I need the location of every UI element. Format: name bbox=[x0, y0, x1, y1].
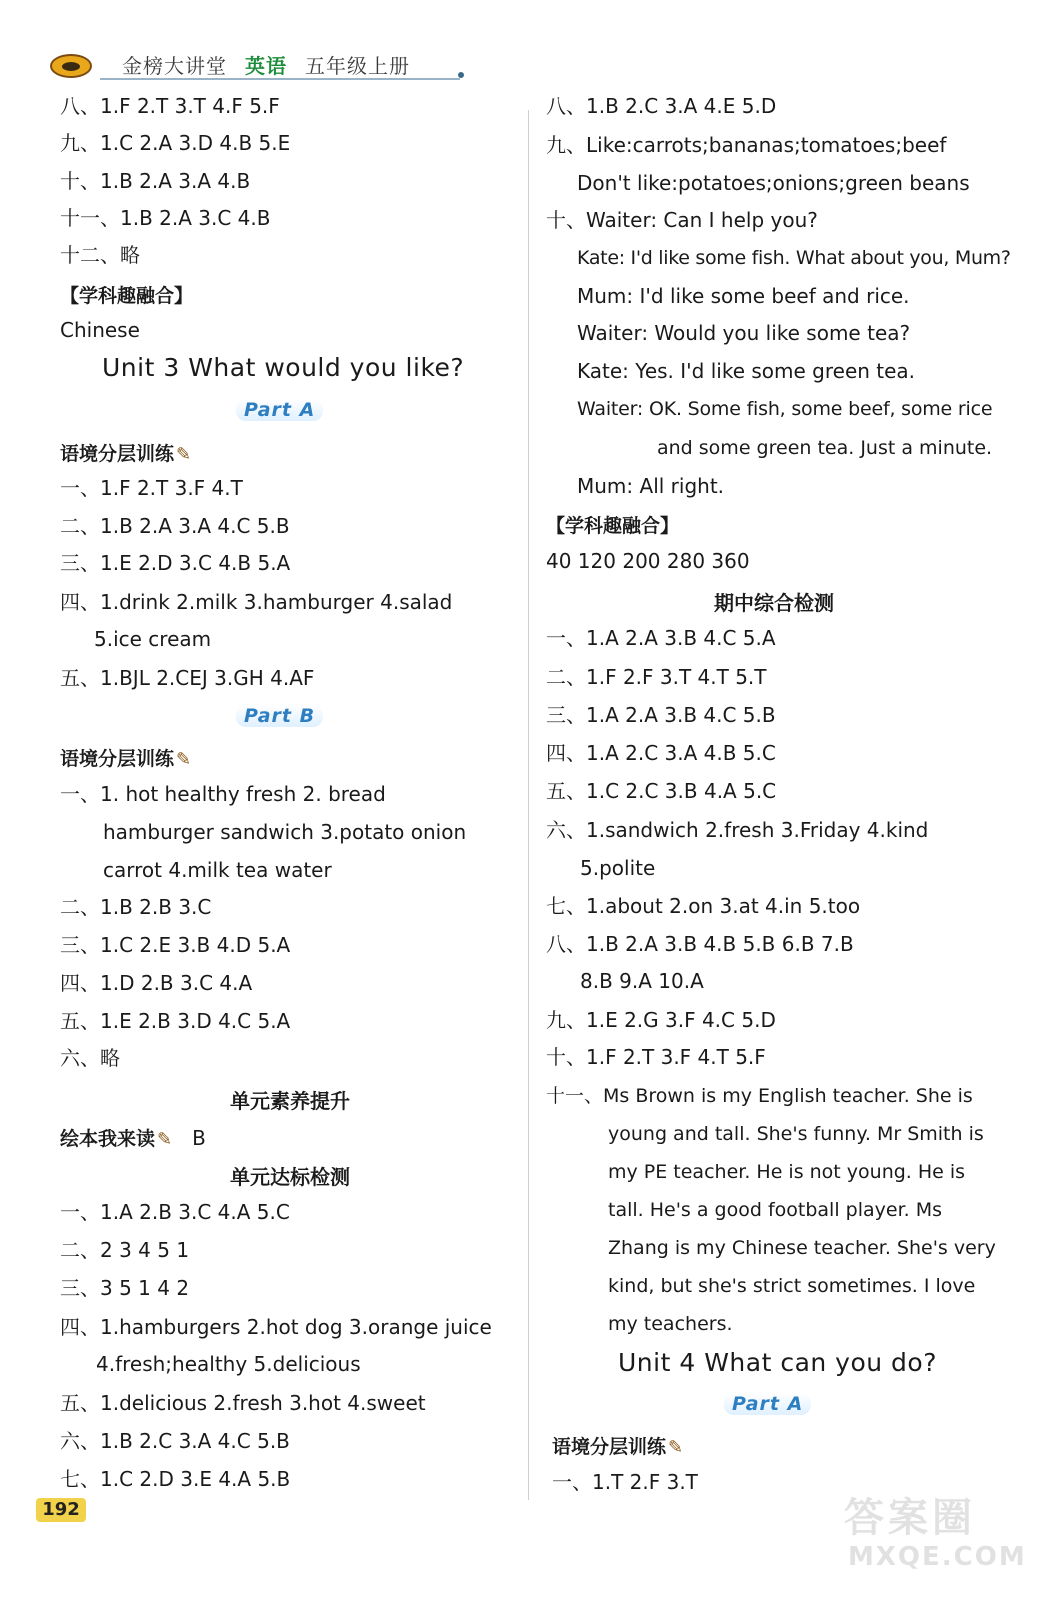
header-underline bbox=[100, 78, 460, 80]
section-label-practice bbox=[552, 1432, 683, 1459]
answer-line: Chinese bbox=[60, 318, 140, 342]
watermark-url: MXQE.COM bbox=[848, 1542, 1027, 1572]
answer-line: 九、Like:carrots;bananas;tomatoes;beef bbox=[546, 133, 947, 157]
answer-line: carrot 4.milk tea water bbox=[103, 858, 332, 882]
answer-line: 十、1.B 2.A 3.A 4.B bbox=[60, 169, 251, 193]
section-label-subject-fusion: 【学科趣融合】 bbox=[60, 285, 194, 307]
column-divider bbox=[528, 110, 529, 1500]
part-a-badge: Part A bbox=[236, 399, 323, 421]
answer-line: tall. He's a good football player. Ms bbox=[608, 1199, 943, 1221]
answer-line: Zhang is my Chinese teacher. She's very bbox=[608, 1237, 996, 1259]
section-label-picture-book bbox=[60, 1124, 206, 1151]
answer-line: 四、1.D 2.B 3.C 4.A bbox=[60, 971, 253, 995]
answer-line: 十二、略 bbox=[60, 243, 140, 267]
answer-line: 八、1.B 2.C 3.A 4.E 5.D bbox=[546, 94, 777, 118]
answer-line: 七、1.C 2.D 3.E 4.A 5.B bbox=[60, 1467, 291, 1491]
answer-line: 四、1.A 2.C 3.A 4.B 5.C bbox=[546, 741, 776, 765]
section-heading: 单元素养提升 bbox=[230, 1089, 350, 1113]
watermark-text: 答案圈 bbox=[844, 1495, 976, 1541]
answer-line: kind, but she's strict sometimes. I love bbox=[608, 1275, 976, 1297]
section-label-practice bbox=[60, 439, 191, 466]
answer-line: Kate: Yes. I'd like some green tea. bbox=[577, 359, 916, 383]
unit-title: Unit 4 What can you do? bbox=[618, 1348, 937, 1377]
unit-title: Unit 3 What would you like? bbox=[102, 353, 465, 382]
answer-line: 一、1. hot healthy fresh 2. bread bbox=[60, 782, 386, 806]
answer-line: 十、Waiter: Can I help you? bbox=[546, 208, 818, 232]
header-title bbox=[122, 50, 410, 79]
pencil-icon: ✎ bbox=[157, 1129, 173, 1150]
answer-line: 八、1.B 2.A 3.B 4.B 5.B 6.B 7.B bbox=[546, 932, 854, 956]
answer-line: 二、2 3 4 5 1 bbox=[60, 1238, 190, 1262]
answer-line: 5.ice cream bbox=[94, 627, 212, 651]
answer-line: 八、1.F 2.T 3.T 4.F 5.F bbox=[60, 94, 280, 118]
answer-line: my teachers. bbox=[608, 1313, 733, 1335]
answer-line: 五、1.BJL 2.CEJ 3.GH 4.AF bbox=[60, 666, 315, 690]
answer-line: 七、1.about 2.on 3.at 4.in 5.too bbox=[546, 894, 861, 918]
section-heading: 单元达标检测 bbox=[230, 1165, 350, 1189]
answer-line: 六、略 bbox=[60, 1046, 120, 1070]
answer-line: 二、1.F 2.F 3.T 4.T 5.T bbox=[546, 665, 767, 689]
section-label-text: 语境分层训练 bbox=[60, 748, 175, 770]
section-label-practice bbox=[60, 744, 191, 771]
pencil-icon: ✎ bbox=[668, 1437, 684, 1458]
answer-line: 十一、1.B 2.A 3.C 4.B bbox=[60, 206, 271, 230]
header-subject: 英语 bbox=[245, 54, 287, 78]
answer-line: 40 120 200 280 360 bbox=[546, 549, 750, 573]
watermark bbox=[840, 1486, 1027, 1586]
answer-line: 4.fresh;healthy 5.delicious bbox=[96, 1352, 361, 1376]
answer-line: 一、1.A 2.A 3.B 4.C 5.A bbox=[546, 626, 776, 650]
answer-line: 三、1.A 2.A 3.B 4.C 5.B bbox=[546, 703, 776, 727]
answer-line: 九、1.E 2.G 3.F 4.C 5.D bbox=[546, 1008, 776, 1032]
answer-line: hamburger sandwich 3.potato onion bbox=[103, 820, 467, 844]
section-label-text: 语境分层训练 bbox=[60, 443, 175, 465]
header-series: 金榜大讲堂 bbox=[122, 54, 227, 78]
answer-line: my PE teacher. He is not young. He is bbox=[608, 1161, 966, 1183]
answer-line: Waiter: OK. Some fish, some beef, some rice bbox=[577, 398, 993, 420]
part-b-badge: Part B bbox=[236, 705, 323, 727]
answer-line: 五、1.delicious 2.fresh 3.hot 4.sweet bbox=[60, 1391, 426, 1415]
page-header bbox=[0, 0, 1038, 95]
answer-line: 十一、Ms Brown is my English teacher. She is bbox=[546, 1085, 973, 1107]
answer-line: 一、1.A 2.B 3.C 4.A 5.C bbox=[60, 1200, 290, 1224]
answer-line: Waiter: Would you like some tea? bbox=[577, 321, 911, 345]
answer-line: 四、1.hamburgers 2.hot dog 3.orange juice bbox=[60, 1315, 492, 1339]
pencil-icon: ✎ bbox=[176, 444, 192, 465]
answer-line: 五、1.E 2.B 3.D 4.C 5.A bbox=[60, 1009, 291, 1033]
answer-line: 一、1.F 2.T 3.F 4.T bbox=[60, 476, 243, 500]
answer-line: 一、1.T 2.F 3.T bbox=[552, 1470, 698, 1494]
brand-logo-icon bbox=[50, 54, 92, 78]
answer-line: 三、1.E 2.D 3.C 4.B 5.A bbox=[60, 551, 291, 575]
answer-line: 六、1.B 2.C 3.A 4.C 5.B bbox=[60, 1429, 290, 1453]
answer-line: Mum: All right. bbox=[577, 474, 725, 498]
answer-line: 5.polite bbox=[580, 856, 656, 880]
answer-line: 五、1.C 2.C 3.B 4.A 5.C bbox=[546, 779, 777, 803]
answer-line: 九、1.C 2.A 3.D 4.B 5.E bbox=[60, 131, 291, 155]
answer-line: 三、3 5 1 4 2 bbox=[60, 1276, 190, 1300]
answer-line: Don't like:potatoes;onions;green beans bbox=[577, 171, 970, 195]
picture-book-answer: B bbox=[192, 1126, 206, 1150]
answer-line: Mum: I'd like some beef and rice. bbox=[577, 284, 910, 308]
answer-line: 六、1.sandwich 2.fresh 3.Friday 4.kind bbox=[546, 818, 929, 842]
header-grade: 五年级上册 bbox=[305, 54, 410, 78]
section-label-text: 绘本我来读 bbox=[60, 1128, 156, 1150]
section-label-text: 语境分层训练 bbox=[552, 1436, 667, 1458]
header-dot bbox=[458, 72, 464, 78]
section-label-subject-fusion: 【学科趣融合】 bbox=[546, 515, 680, 537]
answer-line: 四、1.drink 2.milk 3.hamburger 4.salad bbox=[60, 590, 453, 614]
page-number: 192 bbox=[36, 1498, 86, 1522]
answer-line: 十、1.F 2.T 3.F 4.T 5.F bbox=[546, 1045, 766, 1069]
answer-line: 三、1.C 2.E 3.B 4.D 5.A bbox=[60, 933, 291, 957]
answer-line: 8.B 9.A 10.A bbox=[580, 969, 704, 993]
answer-line: young and tall. She's funny. Mr Smith is bbox=[608, 1123, 984, 1145]
answer-line: and some green tea. Just a minute. bbox=[657, 437, 993, 459]
answer-line: Kate: I'd like some fish. What about you, Mum? bbox=[577, 247, 1011, 269]
part-a-badge: Part A bbox=[724, 1393, 811, 1415]
pencil-icon: ✎ bbox=[176, 749, 192, 770]
section-heading: 期中综合检测 bbox=[714, 591, 834, 615]
answer-line: 二、1.B 2.A 3.A 4.C 5.B bbox=[60, 514, 290, 538]
answer-line: 二、1.B 2.B 3.C bbox=[60, 895, 212, 919]
